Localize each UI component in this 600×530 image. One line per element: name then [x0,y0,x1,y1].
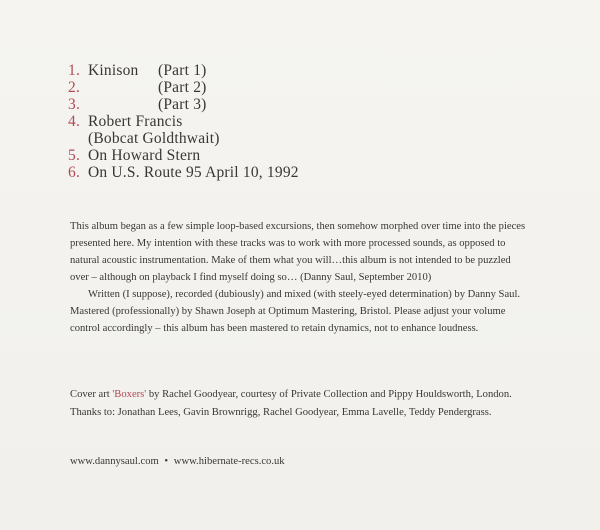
track-part: (Part 1) [158,62,207,79]
cover-art-credits [70,386,540,421]
track-number: 4. [68,113,81,130]
track-title-line2: (Bobcat Goldthwait) [88,130,220,147]
track-number: 6. [68,164,81,181]
track-number: 5. [68,147,81,164]
track-number: 2. [68,79,81,96]
track-title: Robert Francis [88,113,183,130]
credits-prefix: Cover art [70,389,113,400]
track-title: On U.S. Route 95 April 10, 1992 [88,164,299,181]
notes-paragraph-1: This album began as a few simple loop-based excursions, then somehow morphed over time into the pieces presented here. My intention with these tracks was to work with more processed sounds, as opposed to natural acoustic instrumentation. Make of them what you will…this album is not intended to be puzzled over – although on playback I find myself doing so… (Danny Saul, September 2010) [70,221,526,283]
web-links [70,455,285,469]
track-title: On Howard Stern [88,147,201,164]
track-number: 1. [68,62,81,79]
track-part: (Part 2) [158,79,207,96]
bullet-separator: • [164,456,169,467]
track-number: 3. [68,96,81,113]
track-title: Kinison [88,62,139,79]
notes-paragraph-2: Written (I suppose), recorded (dubiously) and mixed (with steely-eyed determination) by Danny Saul. Mastered (professionally) by Shawn Joseph at Optimum Mastering, Bristol. Please adjust your volume control accordingly – this album has been mastered to retain dynamics, not to enhance loudness. [70,289,521,334]
album-notes [70,218,530,337]
credits-text: by Rachel Goodyear, courtesy of Private Collection and Pippy Houldsworth, London. Thanks to: Jonathan Lees, Gavin Brownrigg, Rachel Goodyear, Emma Lavelle, Teddy Pendergrass. [70,389,512,418]
website-link-hibernate[interactable]: www.hibernate-recs.co.uk [173,456,285,467]
track-part: (Part 3) [158,96,207,113]
website-link-dannysaul[interactable]: www.dannysaul.com [70,456,159,467]
cover-art-title: 'Boxers' [112,389,147,400]
